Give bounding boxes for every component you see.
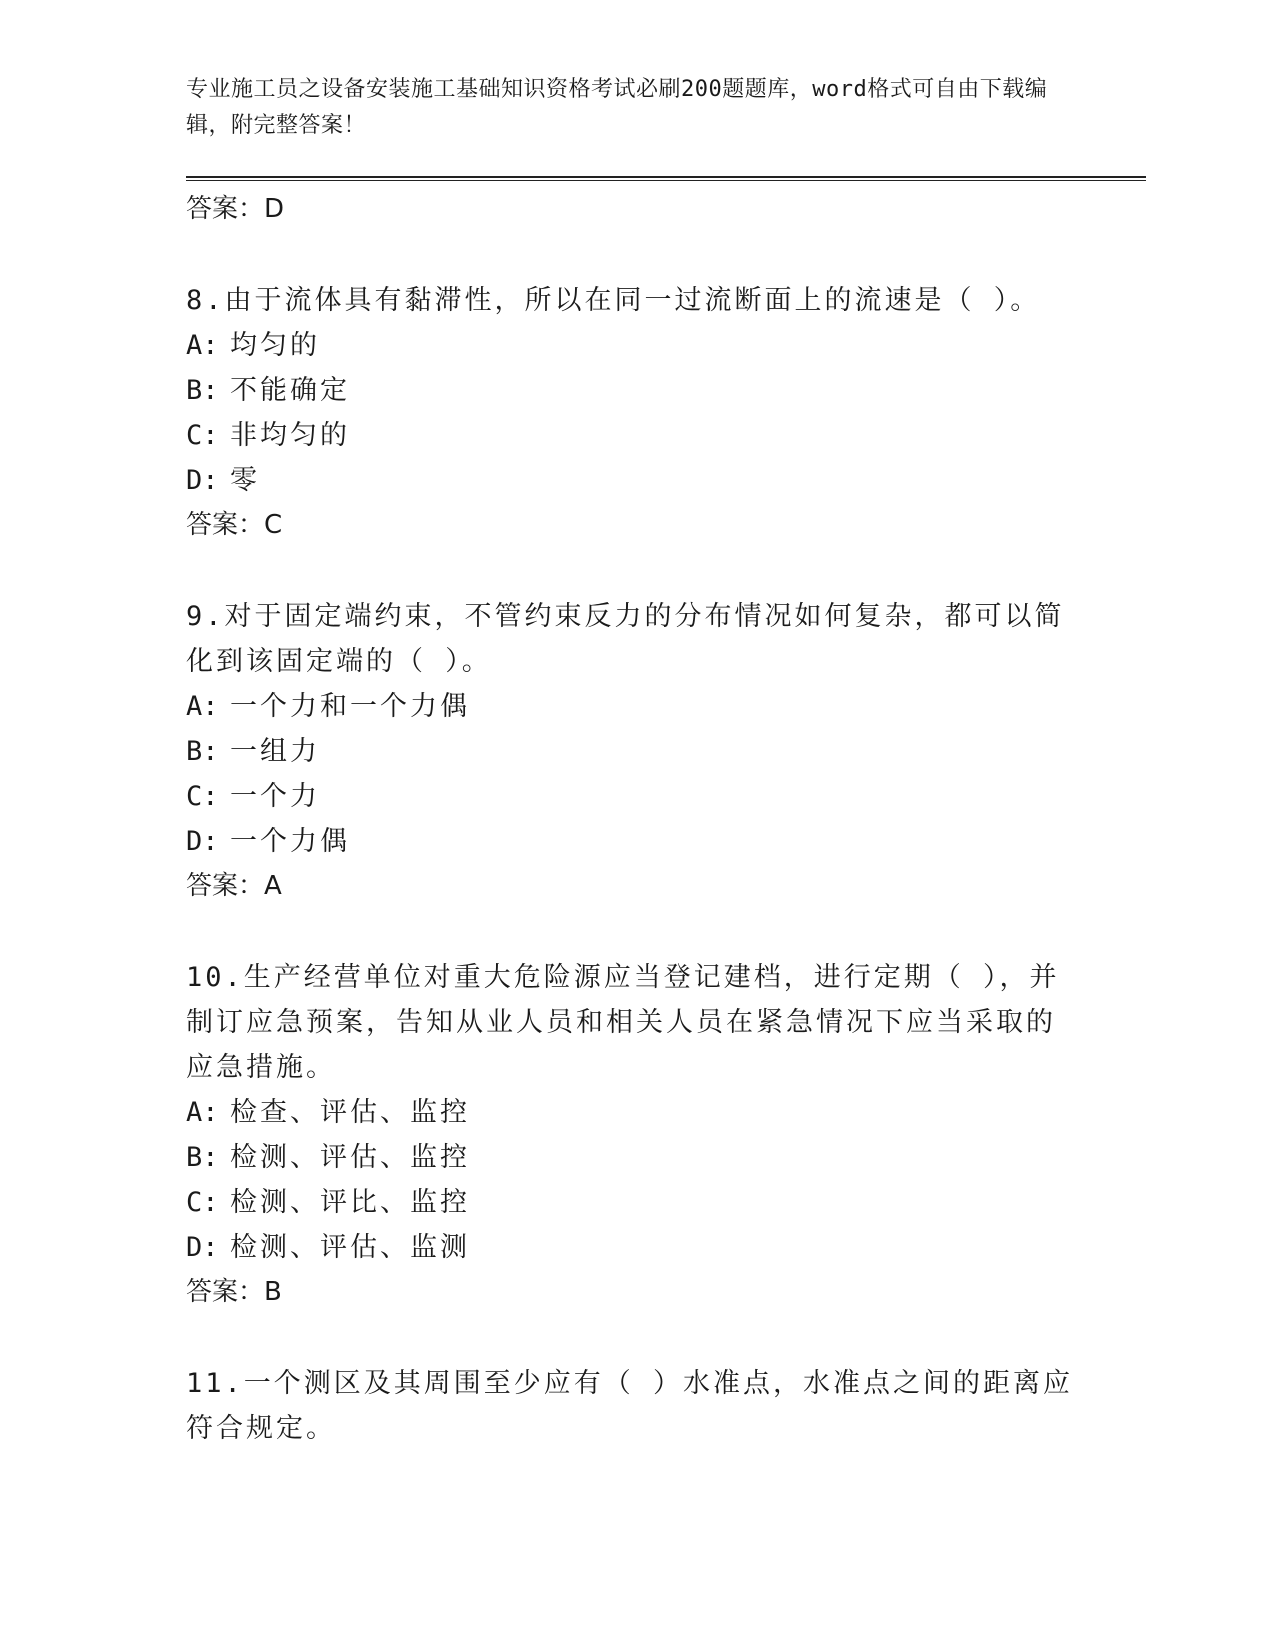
option-text: 一个力和一个力偶 bbox=[230, 691, 470, 722]
option-text: 一个力偶 bbox=[230, 826, 350, 857]
question-text: 10.生产经营单位对重大危险源应当登记建档，进行定期（ ），并制订应急预案，告知从业人员和相关人员在紧急情况下应当采取的应急措施。 bbox=[186, 962, 1060, 1083]
option-d bbox=[186, 458, 1076, 503]
answer-line: 答案：B bbox=[186, 1277, 282, 1307]
option-key: D: bbox=[186, 1232, 219, 1263]
option-key: D: bbox=[186, 826, 219, 857]
option-d bbox=[186, 1225, 1076, 1270]
option-b bbox=[186, 729, 1076, 774]
question-block bbox=[186, 278, 1076, 548]
option-key: B: bbox=[186, 375, 219, 406]
spacer bbox=[186, 1315, 1076, 1361]
option-key: A: bbox=[186, 330, 219, 361]
question-block bbox=[186, 955, 1076, 1315]
question-text: 9.对于固定端约束，不管约束反力的分布情况如何复杂，都可以简化到该固定端的（ ）。 bbox=[186, 601, 1065, 677]
option-text: 一个力 bbox=[230, 781, 320, 812]
option-b bbox=[186, 368, 1076, 413]
question-text: 11.一个测区及其周围至少应有（ ）水准点，水准点之间的距离应符合规定。 bbox=[186, 1368, 1074, 1444]
question-list bbox=[186, 187, 1076, 1451]
option-a bbox=[186, 323, 1076, 368]
option-text: 检测、评比、监控 bbox=[230, 1187, 470, 1218]
question-block bbox=[186, 1361, 1076, 1451]
answer-line: 答案：A bbox=[186, 871, 282, 901]
document-header: 专业施工员之设备安装施工基础知识资格考试必刷200题题库，word格式可自由下载编辑，附完整答案！ bbox=[186, 77, 1048, 138]
option-key: A: bbox=[186, 1097, 219, 1128]
spacer bbox=[186, 909, 1076, 955]
question-block bbox=[186, 594, 1076, 909]
option-text: 检测、评估、监控 bbox=[230, 1142, 470, 1173]
option-a bbox=[186, 684, 1076, 729]
option-key: C: bbox=[186, 420, 219, 451]
option-key: B: bbox=[186, 736, 219, 767]
option-d bbox=[186, 819, 1076, 864]
spacer bbox=[186, 232, 1076, 278]
option-text: 一组力 bbox=[230, 736, 320, 767]
option-c bbox=[186, 413, 1076, 458]
answer-line: 答案：D bbox=[186, 194, 285, 224]
option-text: 不能确定 bbox=[230, 375, 350, 406]
option-key: C: bbox=[186, 781, 219, 812]
option-text: 均匀的 bbox=[230, 330, 320, 361]
option-key: C: bbox=[186, 1187, 219, 1218]
option-text: 非均匀的 bbox=[230, 420, 350, 451]
answer-line: 答案：C bbox=[186, 510, 283, 540]
option-a bbox=[186, 1090, 1076, 1135]
option-c bbox=[186, 1180, 1076, 1225]
option-key: A: bbox=[186, 691, 219, 722]
option-c bbox=[186, 774, 1076, 819]
option-key: D: bbox=[186, 465, 219, 496]
spacer bbox=[186, 548, 1076, 594]
option-b bbox=[186, 1135, 1076, 1180]
option-text: 零 bbox=[230, 465, 260, 496]
header-divider bbox=[186, 176, 1146, 181]
option-key: B: bbox=[186, 1142, 219, 1173]
option-text: 检查、评估、监控 bbox=[230, 1097, 470, 1128]
option-text: 检测、评估、监测 bbox=[230, 1232, 470, 1263]
question-text: 8.由于流体具有黏滞性，所以在同一过流断面上的流速是（ ）。 bbox=[186, 285, 1041, 316]
